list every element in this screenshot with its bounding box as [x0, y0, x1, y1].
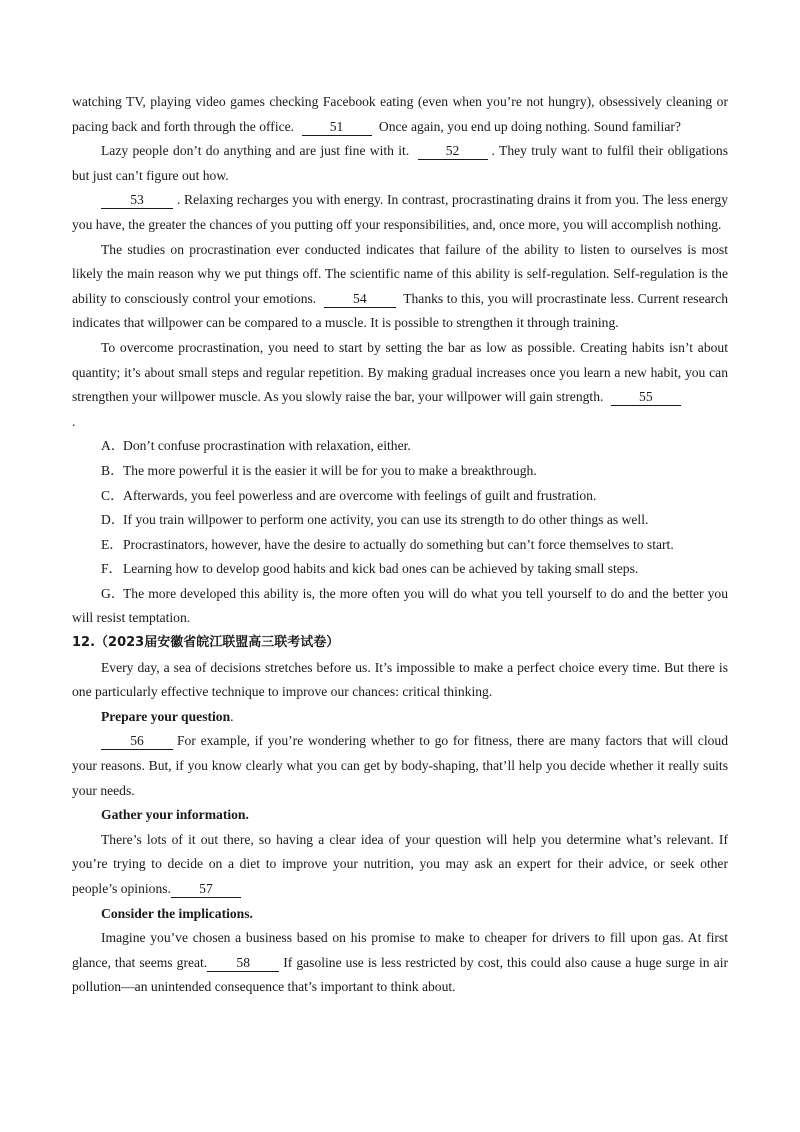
blank-56[interactable]: 56 — [101, 732, 173, 750]
option-a[interactable] — [72, 434, 728, 459]
paragraph-2 — [72, 139, 728, 188]
paragraph-3-tail: . Relaxing recharges you with energy. In contrast, procrastinating drains it from you. The less energy you have, the greater the chances of you putting off your responsibilities, and, once more, you will accomplish nothing. — [72, 192, 728, 232]
q12-intro: Every day, a sea of decisions stretches before us. It’s impossible to make a perfect choice every time. But there is one particularly effective technique to improve our chances: critical thinking. — [72, 659, 728, 700]
paragraph-1 — [72, 90, 728, 139]
option-e[interactable] — [72, 533, 728, 558]
option-letter: A． — [101, 438, 125, 454]
paragraph-1-text: watching TV, playing video games checking Facebook eating (even when you’re not hungry), obsessively cleaning or pacing back and forth through the office. — [72, 94, 728, 134]
option-b[interactable] — [72, 459, 728, 484]
paragraph-3 — [72, 188, 728, 237]
blank-52[interactable]: 52 — [418, 142, 488, 160]
option-d[interactable] — [72, 508, 728, 533]
paragraph-4 — [72, 238, 728, 336]
section-2-text: There’s lots of it out there, so having a clear idea of your question will help you determine what’s relevant. If you’re trying to decide on a diet to improve your nutrition, you may ask an expert for their advice, or seek other people’s opinions. — [72, 831, 728, 896]
q12-section-2 — [72, 828, 728, 902]
blank-55[interactable]: 55 — [611, 388, 681, 406]
option-text: Learning how to develop good habits and kick bad ones can be achieved by taking small steps. — [123, 561, 639, 577]
option-letter: E． — [101, 536, 123, 552]
option-letter: C． — [101, 487, 124, 503]
paragraph-2-tail: . They truly want to fulfil their obligations but just can’t figure out how. — [72, 143, 728, 183]
blank-58[interactable]: 58 — [207, 954, 279, 972]
option-g[interactable] — [72, 582, 728, 631]
section-3-text: Imagine you’ve chosen a business based on his promise to make to cheaper for drivers to fill upon gas. At first glance, that seems great. — [72, 930, 728, 970]
paragraph-5 — [72, 336, 728, 410]
option-text: The more developed this ability is, the more often you will do what you tell yourself to do and the better you will resist temptation. — [72, 585, 728, 626]
q12-section-3 — [72, 926, 728, 1000]
section-1-tail: For example, if you’re wondering whether to go for fitness, there are many factors that will cloud your reasons. But, if you know clearly what you can get by body-shaping, that’ll help you decide whether it really suits your needs. — [72, 733, 728, 798]
q12-heading-gather: Gather your information. — [101, 807, 249, 823]
paragraph-5-end: . — [72, 413, 76, 429]
paragraph-4-text: The studies on procrastination ever conducted indicates that failure of the ability to listen to ourselves is most likely the main reason why we put things off. The scientific name of this ability is self-regulation. Self-regulation is the ability to consciously control your emotions. — [72, 241, 728, 306]
blank-51[interactable]: 51 — [302, 118, 372, 136]
option-text: Don’t confuse procrastination with relaxation, either. — [123, 438, 411, 454]
blank-54[interactable]: 54 — [324, 290, 396, 308]
options-list — [72, 434, 728, 631]
option-letter: F． — [101, 561, 123, 577]
section-3-tail: If gasoline use is less restricted by cost, this could also cause a huge surge in air pollution—an unintended consequence that’s important to think about. — [72, 954, 728, 995]
option-text: Procrastinators, however, have the desire to actually do something but can’t force themselves to start. — [123, 536, 674, 552]
q12-section-1 — [72, 729, 728, 803]
paragraph-4-tail: Thanks to this, you will procrastinate less. Current research indicates that willpower can be compared to a muscle. It is possible to strengthen it through training. — [72, 290, 728, 331]
option-text: The more powerful it is the easier it will be for you to make a breakthrough. — [123, 462, 537, 478]
option-letter: G． — [101, 585, 125, 601]
paragraph-5-text: To overcome procrastination, you need to start by setting the bar as low as possible. Creating habits isn’t about quantity; it’s about small steps and regular repetition. By making gradual increases once you learn a new habit, you can strengthen your willpower muscle. As you slowly raise the bar, your willpower will gain strength. — [72, 339, 728, 405]
heading-text: Prepare your question — [101, 708, 231, 724]
option-f[interactable] — [72, 557, 728, 582]
heading-dot: . — [230, 708, 234, 724]
q12-heading-prepare — [72, 705, 728, 730]
option-letter: D． — [101, 512, 125, 528]
question-12-title: 12.（2023届安徽省皖江联盟高三联考试卷） — [72, 635, 340, 651]
option-c[interactable] — [72, 484, 728, 509]
option-letter: B． — [101, 462, 124, 478]
q12-heading-consider: Consider the implications. — [101, 905, 253, 921]
paragraph-1-tail: Once again, you end up doing nothing. Sound familiar? — [378, 118, 681, 134]
blank-57[interactable]: 57 — [171, 880, 241, 898]
paragraph-2-text: Lazy people don’t do anything and are just fine with it. — [101, 143, 410, 159]
blank-53[interactable]: 53 — [101, 191, 173, 209]
option-text: Afterwards, you feel powerless and are overcome with feelings of guilt and frustration. — [123, 487, 597, 503]
option-text: If you train willpower to perform one activity, you can use its strength to do other things as well. — [123, 512, 649, 528]
